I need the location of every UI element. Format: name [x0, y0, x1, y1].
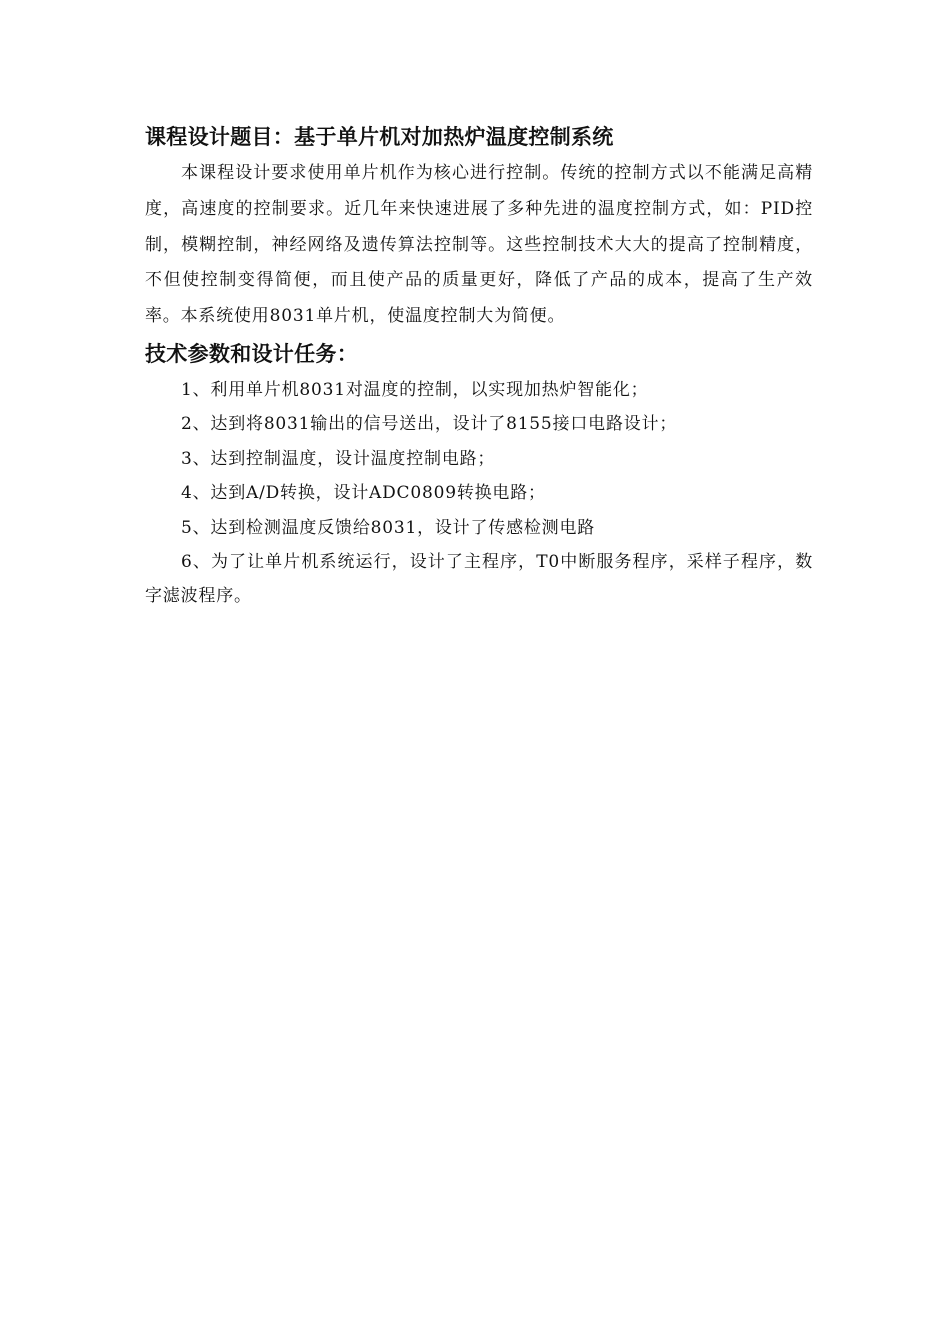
document-title: 课程设计题目：基于单片机对加热炉温度控制系统 [145, 125, 614, 149]
task-item: 3、达到控制温度，设计温度控制电路； [181, 448, 496, 469]
task-list [145, 373, 813, 614]
intro-paragraph: 本课程设计要求使用单片机作为核心进行控制。传统的控制方式以不能满足高精度，高速度的控制要求。近几年来快速进展了多种先进的温度控制方式，如：PID控制，模糊控制，神经网络及遗传算法控制等。这些控制技术大大的提高了控制精度，不但使控制变得简便，而且使产品的质量更好，降低了产品的成本，提高了生产效率。本系统使用8031单片机，使温度控制大为简便。 [145, 163, 813, 327]
section-heading: 技术参数和设计任务： [145, 341, 358, 366]
task-item: 2、达到将8031输出的信号送出，设计了8155接口电路设计； [181, 414, 678, 435]
document-content [145, 118, 813, 614]
task-item: 5、达到检测温度反馈给8031，设计了传感检测电路 [181, 517, 596, 538]
task-item: 1、利用单片机8031对温度的控制，以实现加热炉智能化； [181, 379, 649, 400]
task-item: 6、为了让单片机系统运行，设计了主程序，T0中断服务程序，采样子程序，数字滤波程序。 [145, 552, 813, 607]
task-item: 4、达到A/D转换，设计ADC0809转换电路； [181, 483, 546, 504]
